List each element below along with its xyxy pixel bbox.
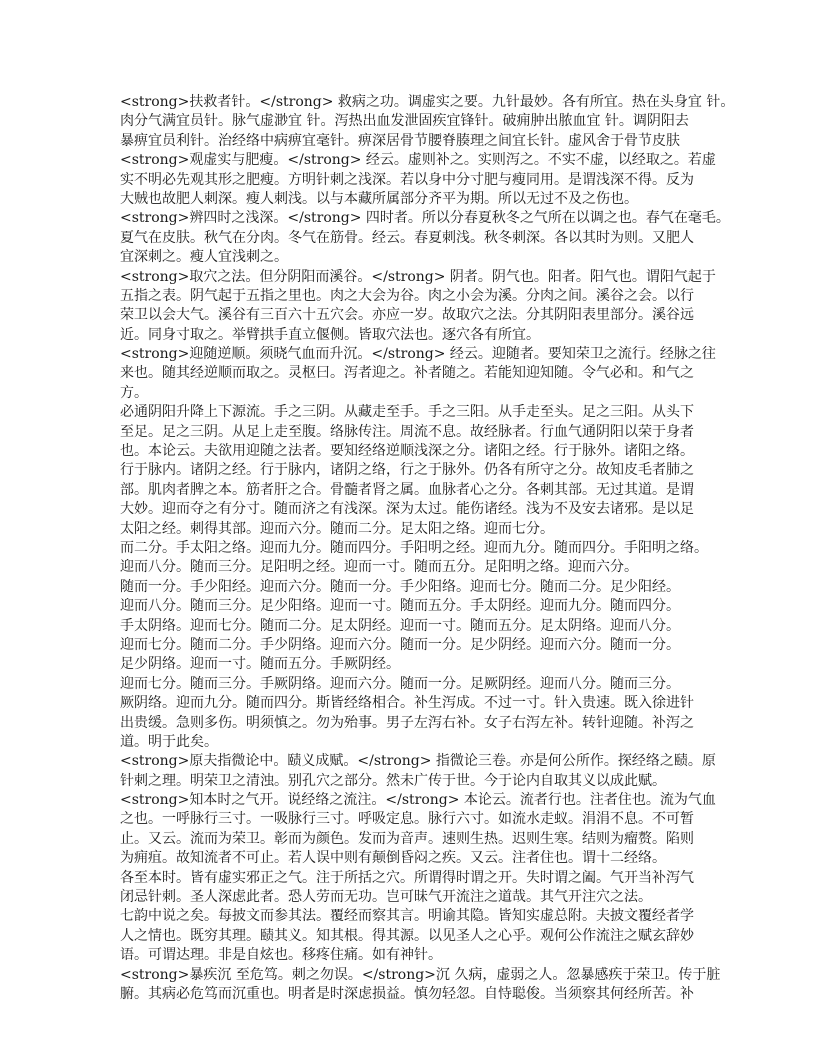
text-line: 近。同身寸取之。举臂拱手直立偃侧。皆取穴法也。逐穴各有所宜。 [120, 326, 540, 343]
text-line: 至足。足之三阴。从足上走至腹。络脉传注。周流不息。故经脉者。行血气通阴阳以荣于身者 [120, 423, 694, 440]
text-line: 行于脉内。诸阴之经。行于脉内，诸阴之络，行之于脉外。仍各有所守之分。故知皮毛者肺之 [120, 462, 694, 479]
text-line: 太阳之经。刺得其部。迎而六分。随而二分。足太阳之络。迎而七分。 [120, 520, 554, 537]
text-line: 大妙。迎而夺之有分寸。随而济之有浅深。深为太过。能伤诸经。浅为不及安去诸邪。是以足 [120, 501, 694, 518]
text-line: 针刺之理。明荣卫之清浊。别孔穴之部分。然未广传于世。今于论内自取其义以成此赋。 [120, 772, 666, 789]
text-line: 为痈疽。故知流者不可止。若人误中则有颠倒昏闷之疾。又云。注者住也。谓十二经络。 [120, 850, 666, 867]
text-line: 部。肌肉者脾之本。筋者肝之合。骨髓者肾之属。血脉者心之分。各刺其部。无过其道。是谓 [120, 481, 694, 498]
text-line: 闭忌针刺。圣人深虑此者。恐人劳而无功。岂可昧气开流注之道哉。其气开注穴之法。 [120, 889, 652, 906]
text-line: <strong>扶救者针。</strong> 救病之功。调虚实之要。九针最妙。各有所宜。热在头身宜 针。 [120, 94, 735, 110]
text-line: 暴痹宜员利针。治经络中病痹宜毫针。痹深居骨节腰脊腠理之间宜长针。虚风舍于骨节皮肤 [120, 132, 680, 149]
text-line: <strong>迎随逆顺。须晓气血而升沉。</strong> 经云。迎随者。要知荣卫之流行。经脉之往 [120, 346, 716, 363]
text-line: 迎而八分。随而三分。足少阳络。迎而一寸。随而五分。手太阴经。迎而九分。随而四分。 [120, 598, 680, 615]
text-line: 止。又云。流而为荣卫。彰而为颜色。发而为音声。速则生热。迟则生寒。结则为瘤赘。陷则 [120, 830, 694, 847]
text-line: <strong>取穴之法。但分阴阳而溪谷。</strong> 阴者。阴气也。阳者。阳气也。谓阳气起于 [120, 268, 716, 285]
text-line: 腑。其病必危笃而沉重也。明者是时深虑损益。慎勿轻忽。自恃聪俊。当须察其何经所苦。补 [120, 985, 694, 1002]
text-line: 荣卫以会大气。溪谷有三百六十五穴会。亦应一岁。故取穴之法。分其阴阳表里部分。溪谷远 [120, 307, 694, 324]
text-line: 来也。随其经逆顺而取之。灵枢曰。泻者迎之。补者随之。若能知迎知随。令气必和。和气之 [120, 365, 694, 382]
text-line: 之也。一呼脉行三寸。一吸脉行三寸。呼吸定息。脉行六寸。如流水走蚁。涓涓不息。不可暂 [120, 811, 694, 828]
text-line: 大贼也故肥人刺深。瘦人刺浅。以与本藏所属部分齐平为期。所以无过不及之伤也。 [120, 190, 638, 207]
text-line: 夏气在皮肤。秋气在分肉。冬气在筋骨。经云。春夏刺浅。秋冬刺深。各以其时为则。又肥人 [120, 229, 694, 246]
text-line: 实不明必先观其形之肥瘦。方明针刺之浅深。若以身中分寸肥与瘦同用。是谓浅深不得。反为 [120, 171, 694, 188]
text-line: 各至本时。皆有虚实邪正之气。注于所括之穴。所谓得时谓之开。失时谓之阖。气开当补泻气 [120, 869, 694, 886]
text-line: 必通阴阳升降上下源流。手之三阴。从藏走至手。手之三阳。从手走至头。足之三阳。从头下 [120, 404, 694, 421]
text-line: 而二分。手太阳之络。迎而九分。随而四分。手阳明之经。迎而九分。随而四分。手阳明之络。 [120, 539, 708, 556]
text-line: 方。 [120, 384, 148, 401]
text-line: 手太阴络。迎而七分。随而二分。足太阴经。迎而一寸。随而五分。足太阴络。迎而八分。 [120, 617, 680, 634]
text-line: 五指之表。阴气起于五指之里也。肉之大会为谷。肉之小会为溪。分肉之间。溪谷之会。以行 [120, 287, 694, 304]
text-line: 也。本论云。夫欲用迎随之法者。要知经络逆顺浅深之分。诸阳之经。行于脉外。诸阳之络。 [120, 443, 694, 460]
text-line: 迎而八分。随而三分。足阳明之经。迎而一寸。随而五分。足阳明之络。迎而六分。 [120, 559, 638, 576]
text-line: 肉分气满宜员针。脉气虚渺宜 针。泻热出血发泄固疾宜锋针。破痈肿出脓血宜 针。调阴阳去 [120, 113, 689, 130]
document-page [120, 93, 735, 1004]
text-line: 足少阴络。迎而一寸。随而五分。手厥阴经。 [120, 656, 400, 673]
text-line: <strong>原夫指微论中。赜义成赋。</strong> 指微论三卷。亦是何公所作。探经络之赜。原 [120, 753, 716, 770]
text-line: <strong>知本时之气开。说经络之流注。</strong> 本论云。流者行也。注者住也。流为气血 [120, 792, 716, 809]
text-line: 道。明于此矣。 [120, 733, 218, 750]
text-line: <strong>观虚实与肥瘦。</strong> 经云。虚则补之。实则泻之。不实不虚，以经取之。若虚 [120, 152, 716, 169]
text-line: <strong>暴疾沉 至危笃。刺之勿误。</strong>沉 久病，虚弱之人。忽暴感疾于荣卫。传于脏 [120, 966, 721, 983]
text-line: 厥阴络。迎而九分。随而四分。斯皆经络相合。补生泻成。不过一寸。针入贵速。既入徐进针 [120, 695, 694, 712]
text-line: 七韵中说之矣。每披文而参其法。覆经而察其言。明谕其隐。皆知实虚总附。夫披文覆经者学 [120, 908, 694, 925]
text-line: <strong>辨四时之浅深。</strong> 四时者。所以分春夏秋冬之气所在以调之也。春气在毫毛。 [120, 210, 730, 227]
text-line: 迎而七分。随而三分。手厥阴络。迎而六分。随而一分。足厥阴经。迎而八分。随而三分。 [120, 675, 680, 692]
text-line: 迎而七分。随而二分。手少阴络。迎而六分。随而一分。足少阴经。迎而六分。随而一分。 [120, 636, 680, 653]
text-line: 语。可谓达理。非是自炫也。移疼住痛。如有神针。 [120, 947, 442, 964]
text-line: 随而一分。手少阳经。迎而六分。随而一分。手少阳络。迎而七分。随而二分。足少阳经。 [120, 578, 680, 595]
text-line: 出贵缓。急则多伤。明须慎之。勿为殆事。男子左泻右补。女子右泻左补。转针迎随。补泻之 [120, 714, 694, 731]
text-line: 宜深刺之。瘦人宜浅刺之。 [120, 249, 288, 266]
text-line: 人之情也。既穷其理。赜其义。知其根。得其源。以见圣人之心乎。观何公作流注之赋玄辞妙 [120, 927, 694, 944]
